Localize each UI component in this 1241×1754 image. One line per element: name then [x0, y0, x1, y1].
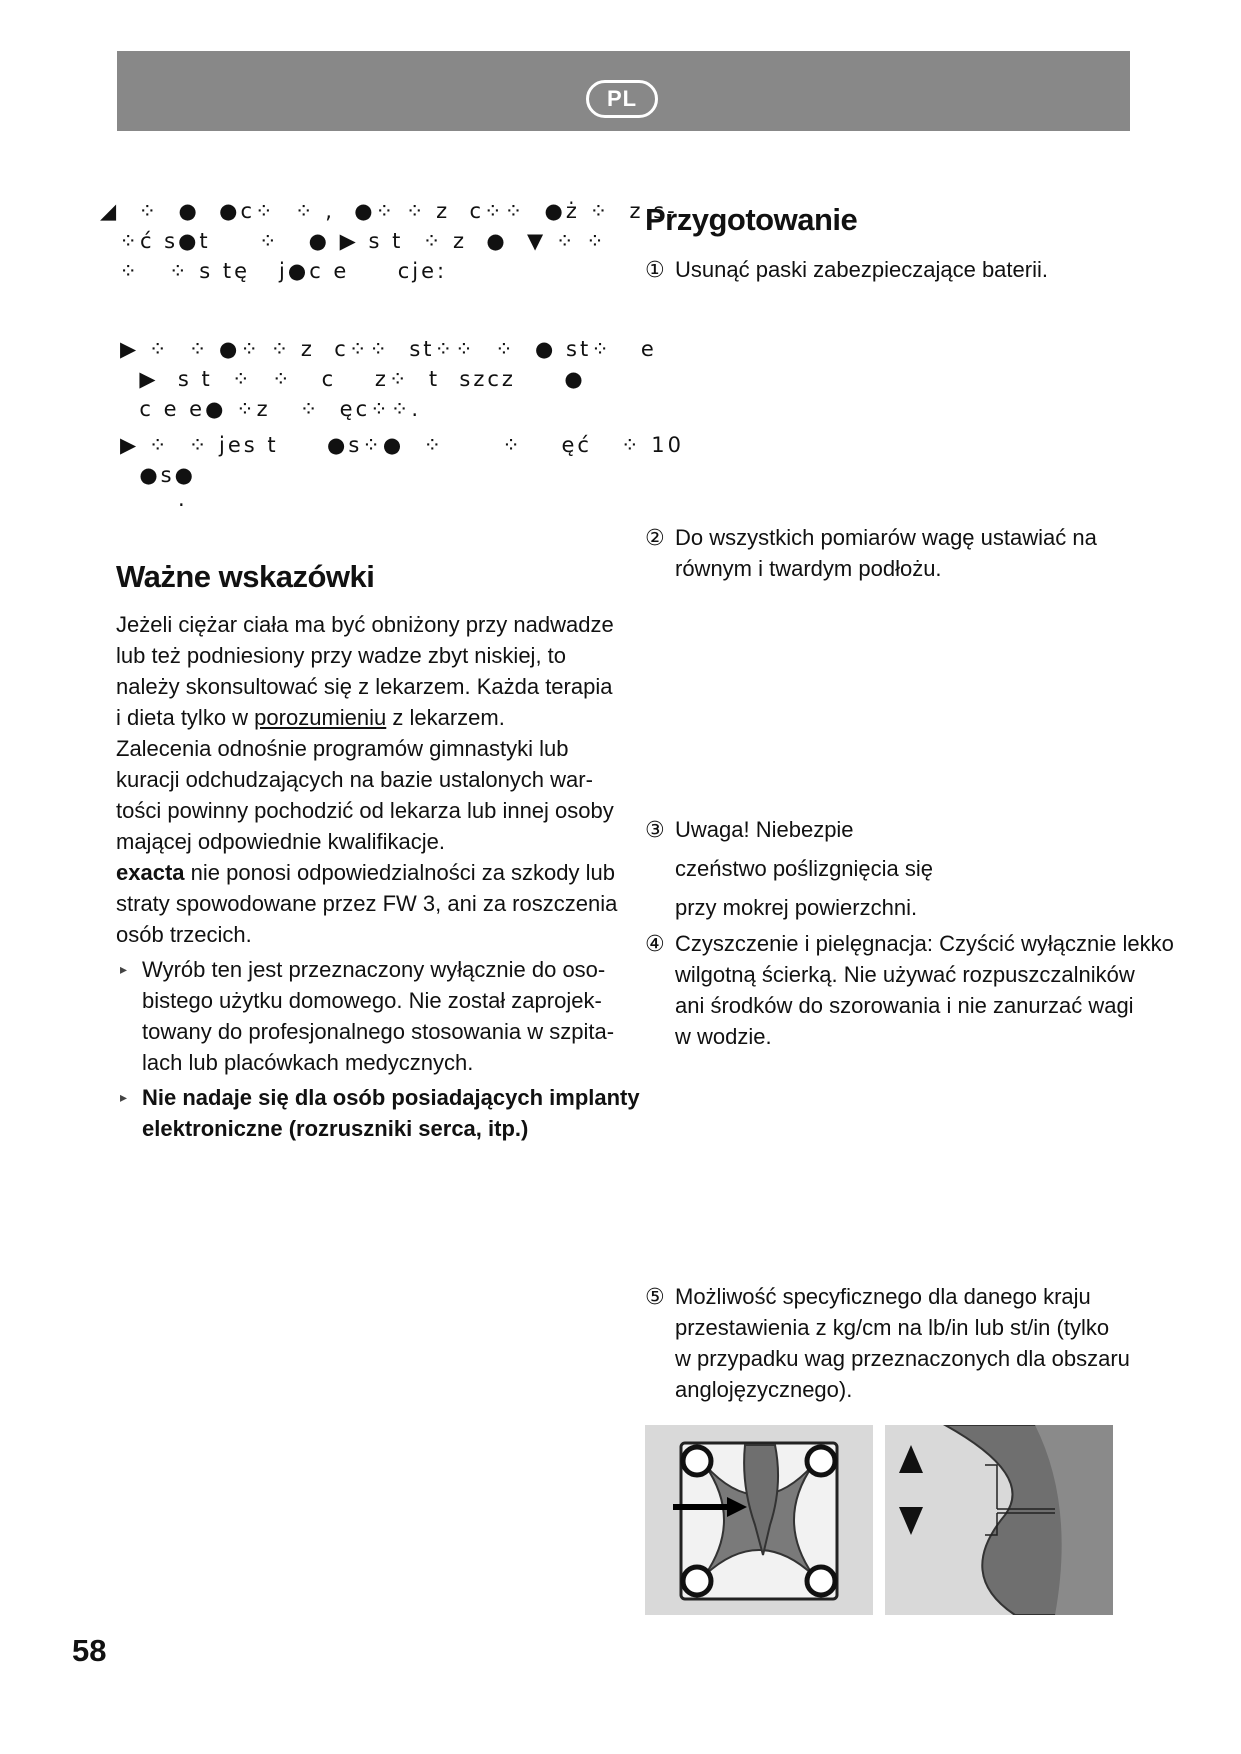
- liability-text: nie ponosi odpowiedzialności za szkody lub: [184, 860, 615, 885]
- step-2: [645, 522, 1145, 584]
- paragraph-line: należy skonsultować się z lekarzem. Każda terapia: [116, 674, 613, 699]
- paragraph-line: osób trzecich.: [116, 922, 252, 947]
- garbled-bullet-2: [120, 430, 684, 520]
- paragraph-line: mającej odpowiednie kwalifikacje.: [116, 829, 445, 854]
- important-title: Ważne wskazówki: [116, 559, 375, 594]
- paragraph-line: Jeżeli ciężar ciała ma być obniżony przy nadwadze: [116, 612, 614, 637]
- bullet-line: towany do profesjonalnego stosowania w szpita-: [142, 1019, 615, 1044]
- step-line: w przypadku wag przeznaczonych dla obszaru: [675, 1346, 1130, 1371]
- garbled-line: ▶ ⁘ ⁘ ●⁘ ⁘ z c⁘⁘ st⁘⁘ ⁘ ● st⁘ e: [120, 337, 657, 361]
- scale-illustration: [645, 1425, 873, 1615]
- garbled-line: ⁘ć s●t ⁘ ● ▶ s t ⁘ z ● ▼ ⁘ ⁘: [100, 229, 607, 253]
- step-line: przy mokrej powierzchni.: [675, 895, 918, 920]
- step-number: ①: [645, 257, 665, 282]
- step-line: Możliwość specyficznego dla danego kraju: [675, 1284, 1091, 1309]
- paragraph-line: lub też podniesiony przy wadze zbyt niskiej, to: [116, 643, 567, 668]
- garbled-line: c e e● ⁘z ⁘ ęc⁘⁘.: [120, 397, 422, 421]
- step-line: anglojęzycznego).: [675, 1377, 853, 1402]
- brand-name: exacta: [116, 860, 185, 885]
- paragraph-line: [116, 702, 636, 733]
- porozumieniu-link: porozumieniu: [254, 705, 387, 730]
- paragraph-line: Zalecenia odnośnie programów gimnastyki lub: [116, 736, 569, 761]
- step-5: [645, 1281, 1145, 1405]
- garbled-intro: [100, 196, 678, 286]
- page-number: 58: [72, 1633, 107, 1668]
- step-line: w wodzie.: [675, 1024, 772, 1049]
- bullet-item: [116, 954, 636, 1078]
- step-number: ③: [645, 817, 665, 842]
- garbled-line: ▶ ⁘ ⁘ jes t ●s⁘● ⁘ ⁘ ęć ⁘ 10: [120, 433, 684, 457]
- step-number: ②: [645, 525, 665, 550]
- step-line: wilgotną ścierką. Nie używać rozpuszczalników: [675, 962, 1135, 987]
- step-1: [645, 254, 1145, 285]
- line-suffix: z lekarzem.: [386, 705, 505, 730]
- arrows-illustration: [885, 1425, 1113, 1615]
- bullet-line: Wyrób ten jest przeznaczony wyłącznie do oso-: [142, 957, 606, 982]
- arrow-up-icon: [899, 1445, 923, 1473]
- scale-height-figure: [885, 1425, 1113, 1615]
- step-line: Do wszystkich pomiarów wagę ustawiać na: [675, 525, 1097, 550]
- preparation-title: Przygotowanie: [645, 202, 858, 237]
- step-line: Usunąć paski zabezpieczające baterii.: [675, 257, 1048, 282]
- paragraph-line: [116, 857, 636, 888]
- garbled-bullet-1: [120, 334, 657, 424]
- bullet-line: Nie nadaje się dla osób posiadających implanty: [142, 1085, 640, 1110]
- step-4: [645, 928, 1174, 1052]
- paragraph-line: straty spowodowane przez FW 3, ani za roszczenia: [116, 891, 618, 916]
- step-line: czeństwo poślizgnięcia się: [675, 856, 934, 881]
- line-prefix: i dieta tylko w: [116, 705, 255, 730]
- important-paragraph: [116, 609, 640, 1144]
- language-badge: PL: [586, 80, 658, 118]
- garbled-line: ●s●: [120, 463, 196, 487]
- garbled-line: ◢ ⁘ ● ●c⁘ ⁘ , ●⁘ ⁘ z c⁘⁘ ●ż ⁘ z s-: [100, 199, 678, 223]
- bullet-item: [116, 1082, 640, 1144]
- bullet-line: lach lub placówkach medycznych.: [142, 1050, 474, 1075]
- step-number: ④: [645, 931, 665, 956]
- step-number: ⑤: [645, 1284, 665, 1309]
- step-line: Uwaga! Niebezpie: [675, 817, 854, 842]
- arrow-down-icon: [899, 1507, 923, 1535]
- bullet-line: elektroniczne (rozruszniki serca, itp.): [142, 1116, 529, 1141]
- paragraph-line: kuracji odchudzających na bazie ustalonych war-: [116, 767, 593, 792]
- step-line: ani środków do szorowania i nie zanurzać wagi: [675, 993, 1134, 1018]
- garbled-line: ·: [120, 493, 188, 517]
- garbled-line: ⁘ ⁘ s tę j●c e cje:: [100, 259, 448, 283]
- triangle-right-icon: ▸: [120, 1089, 128, 1105]
- scale-battery-figure: [645, 1425, 873, 1615]
- garbled-line: ▶ s t ⁘ ⁘ c z⁘ t szcz ●: [120, 367, 586, 391]
- step-line: równym i twardym podłożu.: [675, 556, 942, 581]
- step-line: przestawienia z kg/cm na lb/in lub st/in (tylko: [675, 1315, 1110, 1340]
- step-3: [645, 810, 1145, 927]
- step-line: Czyszczenie i pielęgnacja: Czyścić wyłącznie lekko: [675, 931, 1174, 956]
- paragraph-line: tości powinny pochodzić od lekarza lub innej osoby: [116, 798, 614, 823]
- triangle-right-icon: ▸: [120, 961, 128, 977]
- bullet-line: bistego użytku domowego. Nie został zaprojek-: [142, 988, 602, 1013]
